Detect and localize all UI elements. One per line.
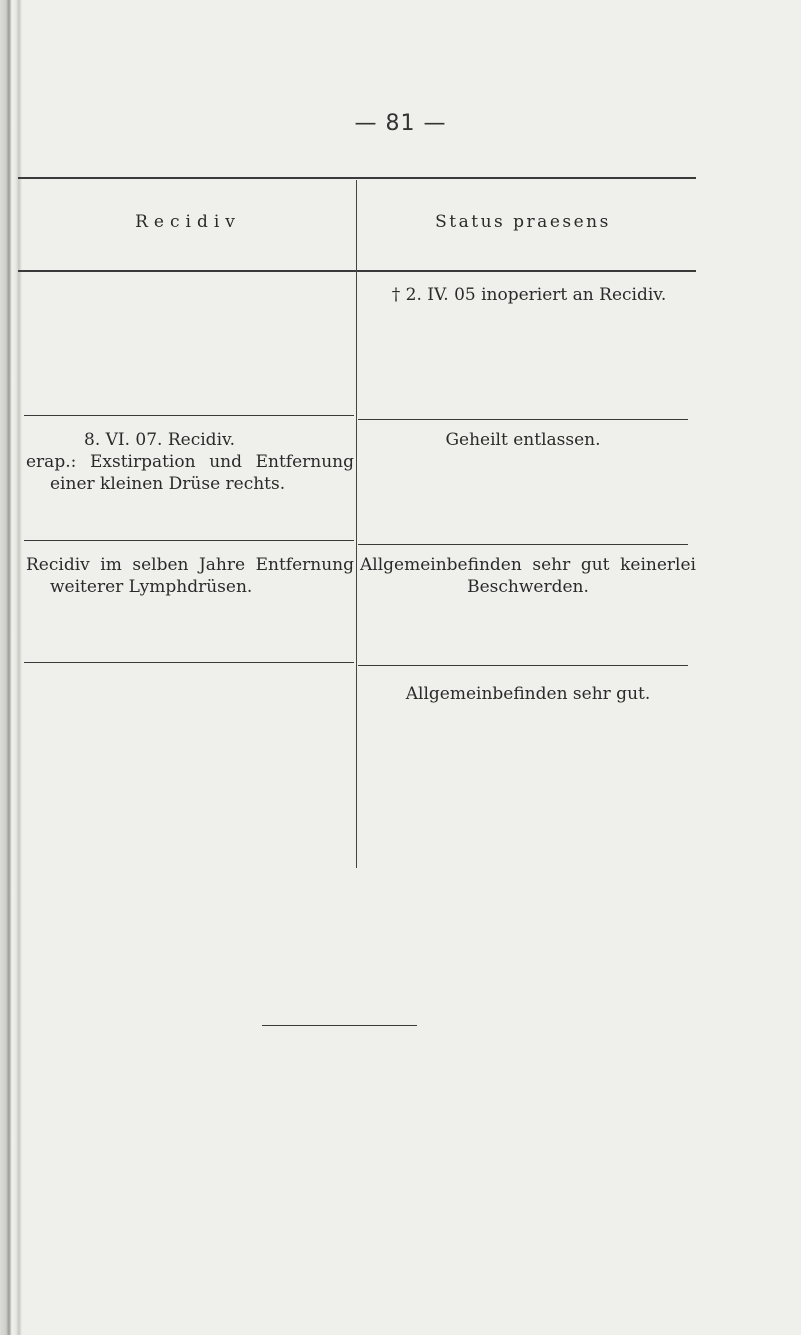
table-top-rule	[18, 177, 696, 179]
row-1-status	[358, 284, 700, 306]
row-3-recidiv-line: Recidiv im selben Jahre Entfernung	[26, 555, 354, 575]
header-bottom-rule	[18, 270, 696, 272]
row-divider-left	[24, 662, 354, 663]
column-divider	[356, 180, 357, 868]
row-3-status	[360, 554, 696, 598]
book-binding-edge	[0, 0, 22, 1335]
row-2-recidiv	[26, 429, 354, 495]
row-1-status-line: † 2. IV. 05 inoperiert an Recidiv.	[391, 285, 667, 305]
row-divider-right	[358, 544, 688, 545]
row-3-status-line: Allgemeinbefinden sehr gut keinerlei	[360, 555, 696, 575]
row-2-recidiv-line: einer kleinen Drüse rechts.	[50, 474, 286, 494]
header-status-praesens: Status praesens	[435, 212, 611, 232]
header-recidiv: Recidiv	[135, 212, 241, 232]
row-divider-right	[358, 419, 688, 420]
page-number: — 81 —	[354, 111, 447, 136]
row-divider-left	[24, 415, 354, 416]
row-4-status-line: Allgemeinbefinden sehr gut.	[405, 684, 651, 704]
row-3-recidiv-line: weiterer Lymphdrüsen.	[50, 577, 253, 597]
row-3-status-line: Beschwerden.	[467, 577, 589, 597]
row-3-recidiv	[26, 554, 354, 598]
row-divider-left	[24, 540, 354, 541]
row-4-status	[358, 683, 698, 705]
row-divider-right	[358, 665, 688, 666]
row-2-status	[358, 429, 688, 451]
row-2-recidiv-line: erap.: Exstirpation und Entfernung	[26, 452, 354, 472]
table-bottom-rule	[262, 1025, 417, 1026]
row-2-status-line: Geheilt entlassen.	[445, 430, 601, 450]
row-2-recidiv-line: 8. VI. 07. Recidiv.	[84, 430, 235, 450]
